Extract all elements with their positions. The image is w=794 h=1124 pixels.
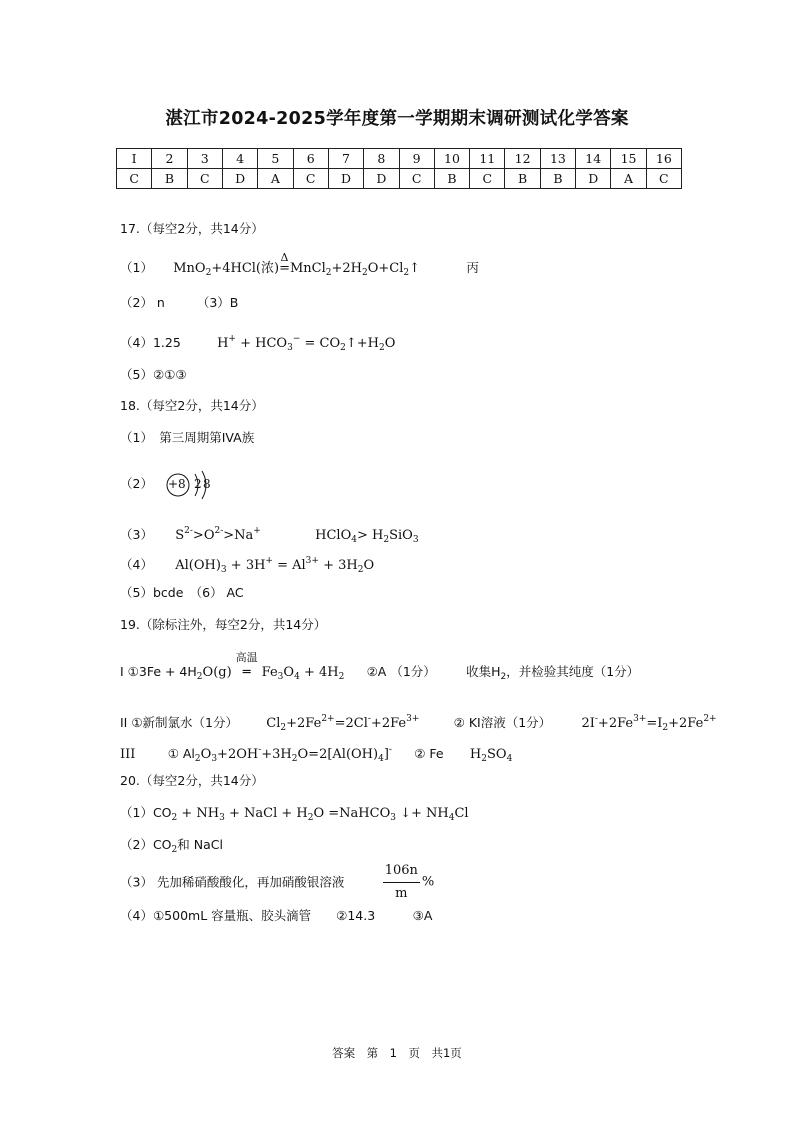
answer-cell: C [399, 169, 434, 189]
answer-cell: C [117, 169, 152, 189]
q19-section-iii [120, 742, 512, 767]
answer-cell: C [187, 169, 222, 189]
answer-cell: C [293, 169, 328, 189]
answer-table-answer-row [117, 169, 682, 189]
answer-cell: B [152, 169, 187, 189]
q18-part3-label: （3） [120, 527, 153, 542]
atom-shell-2-electrons: 8 [203, 477, 211, 491]
q18-part4-equation: $Al(OH)_3 + 3H^+ = Al^{3+} + 3H_2O$ [175, 556, 375, 575]
answer-cell: D [222, 169, 257, 189]
q19-ii-answer1: II ①新制氯水（1分） [120, 715, 239, 730]
q18-part3-acidity-order: HClO$_4$> $H_2SiO_3$ [315, 528, 419, 545]
question-number-cell: 6 [293, 149, 328, 169]
percent-sign: % [421, 874, 435, 890]
fraction-numerator: 106n [383, 862, 420, 883]
answer-cell: B [505, 169, 540, 189]
question-number-cell: 12 [505, 149, 540, 169]
q19-heading: 19.（除标注外，每空2分，共14分） [120, 617, 327, 632]
q18-part2-label: （2） [120, 476, 153, 491]
answer-cell: D [576, 169, 611, 189]
q19-iii-equation: ① $Al_2O_3+2OH^-+3H_2O=2[Al(OH)_4]^-$ [167, 745, 392, 764]
answer-cell: B [540, 169, 575, 189]
q20-part2: $(2)CO_2$和 NaCl [120, 837, 223, 855]
q17-part1-equation: MnO$_2$+4HCl(浓) Δ $=MnCl_2+2H_2O+Cl_2↑$ [173, 251, 421, 278]
answer-cell: C [470, 169, 505, 189]
question-number-cell: 10 [434, 149, 469, 169]
high-temp-condition-sign: 高温 ═ [235, 651, 258, 680]
question-number-cell: 13 [540, 149, 575, 169]
question-number-cell: 3 [187, 149, 222, 169]
q19-section-i [120, 651, 640, 685]
q18-part4 [120, 553, 374, 578]
q20-part3-fraction [383, 862, 420, 903]
q19-iii-answer2: ② Fe [414, 746, 444, 761]
q17-part4 [120, 331, 395, 356]
question-number-cell: 5 [258, 149, 293, 169]
q20-heading: 20.（每空2分，共14分） [120, 773, 264, 788]
q17-heading: 17.（每空2分，共14分） [120, 221, 264, 236]
answer-cell: A [611, 169, 646, 189]
answer-table [116, 148, 682, 189]
q17-part1-label: （1） [120, 260, 153, 275]
answer-cell: A [258, 169, 293, 189]
answer-cell: D [328, 169, 363, 189]
answer-table-number-row [117, 149, 682, 169]
q19-ii-equation1: $Cl_2+2Fe^{2+}=2Cl^-+2Fe^{3+}$ [266, 714, 420, 733]
q19-section-ii [120, 711, 717, 736]
question-number-cell: 9 [399, 149, 434, 169]
q19-i-answer2: ②A （1分） [366, 664, 436, 679]
q17-part4-equation: $H^+ + HCO_3^-$ = $CO_2↑+H_2O$ [217, 334, 396, 353]
question-number-cell: 4 [222, 149, 257, 169]
q17-part2-3 [120, 295, 238, 311]
answer-cell: D [364, 169, 399, 189]
q17-part5: （5）②①③ [120, 367, 187, 382]
question-number-cell: I [117, 149, 152, 169]
q19-i-answer3: 收集$H_2$，并检验其纯度（1分） [466, 664, 640, 682]
q19-iii-label: III [120, 747, 136, 762]
q18-part4-label: （4） [120, 557, 153, 572]
question-number-cell: 7 [328, 149, 363, 169]
q20-part3-text: （3） 先加稀硝酸酸化，再加硝酸银溶液 [120, 874, 345, 890]
q17-part1-answer2: 丙 [466, 260, 479, 275]
q20-part3 [120, 862, 434, 903]
q17-part3: （3）B [196, 295, 239, 310]
fraction-denominator: m [395, 886, 408, 901]
answer-cell: C [646, 169, 681, 189]
atom-nucleus-charge: +8 [168, 477, 186, 491]
q17-part1 [120, 251, 479, 281]
q18-part5-6: （5）bcde （6） AC [120, 585, 244, 600]
answer-cell: B [434, 169, 469, 189]
question-number-cell: 11 [470, 149, 505, 169]
atom-shell-1-electrons: 2 [194, 477, 202, 491]
q20-part4: （4）①500mL 容量瓶、胶头滴管 ②14.3 ③A [120, 908, 433, 923]
q18-part3 [120, 523, 419, 548]
question-number-cell: 16 [646, 149, 681, 169]
q17-part4-label: （4）1.25 [120, 335, 181, 350]
q19-i-equation: I ①3Fe + $4H_2O(g)$ 高温 ═ $Fe_3O_4 + 4H_2$ [120, 651, 345, 682]
question-number-cell: 8 [364, 149, 399, 169]
q19-ii-answer2: ② KI溶液（1分） [453, 715, 552, 730]
q17-part2: （2） n [120, 295, 165, 310]
page-title: 湛江市2024-2025学年度第一学期期末调研测试化学答案 [165, 109, 629, 129]
q20-part1: $(1)CO_2 + NH_3$ + NaCl + $H_2O$ =NaHCO$_3$ ↓+ $NH_4Cl$ [120, 805, 469, 823]
question-number-cell: 14 [576, 149, 611, 169]
q18-heading: 18.（每空2分，共14分） [120, 398, 264, 413]
heat-condition-sign: Δ = [279, 251, 290, 276]
oxygen-atomic-structure-diagram [165, 470, 225, 500]
q18-part1: （1） 第三周期第IVA族 [120, 430, 255, 445]
q18-part3-ion-radius-order: $S^{2-}>O^{2-}>Na^+$ [175, 526, 261, 543]
question-number-cell: 15 [611, 149, 646, 169]
q19-iii-answer3: $H_2SO_4$ [469, 747, 513, 764]
q19-ii-equation2: $2I^-+2Fe^{3+}=I_2+2Fe^{2+}$ [581, 714, 717, 733]
question-number-cell: 2 [152, 149, 187, 169]
page-footer: 答案 第 1 页 共1页 [332, 1046, 462, 1060]
